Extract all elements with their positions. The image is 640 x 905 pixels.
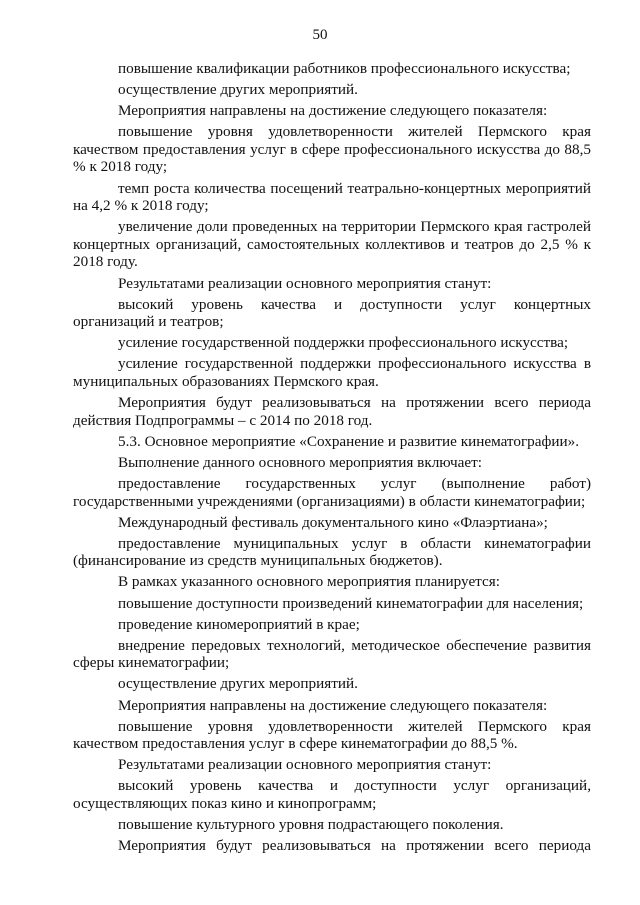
paragraph: Мероприятия будут реализовываться на протяжении всего периода действия Подпрограммы – с 2014 по 2018 год. (73, 394, 591, 429)
paragraph: осуществление других мероприятий. (118, 675, 358, 693)
paragraph: внедрение передовых технологий, методическое обеспечение развития сферы кинематографии; (73, 636, 591, 672)
paragraph: высокий уровень качества и доступности услуг организаций, осуществляющих показ кино и кинопрограмм; (73, 777, 591, 812)
paragraph: Выполнение данного основного мероприятия включает: (118, 453, 483, 471)
paragraph: В рамках указанного основного мероприятия планируется: (118, 573, 500, 591)
paragraph: усиление государственной поддержки профессионального искусства в муниципальных образованиях Пермского края. (73, 355, 591, 390)
section-heading: 5.3. Основное мероприятие «Сохранение и развитие кинематографии». (118, 432, 580, 450)
page-number: 50 (312, 27, 328, 43)
paragraph: осуществление других мероприятий. (118, 81, 358, 99)
paragraph: темп роста количества посещений театрально-концертных мероприятий на 4,2 % к 2018 году; (73, 179, 591, 215)
paragraph: Мероприятия направлены на достижение следующего показателя: (118, 102, 548, 120)
paragraph: повышение культурного уровня подрастающего поколения. (118, 816, 504, 834)
paragraph: повышение доступности произведений кинематографии для населения; (118, 594, 584, 612)
paragraph: повышение квалификации работников профессионального искусства; (118, 60, 571, 77)
paragraph: Международный фестиваль документального кино «Флаэртиана»; (118, 513, 548, 531)
paragraph: повышение уровня удовлетворенности жителей Пермского края качеством предоставления услуг в сфере кинематографии до 88,5 %. (73, 717, 591, 753)
document-body (73, 60, 591, 858)
paragraph: предоставление муниципальных услуг в области кинематографии (финансирование из средств муниципальных бюджетов). (73, 534, 591, 570)
paragraph: Мероприятия направлены на достижение следующего показателя: (118, 696, 548, 714)
paragraph: повышение уровня удовлетворенности жителей Пермского края качеством предоставления услуг в сфере профессионального искусства до 88,5 % к 2018 году; (73, 123, 591, 176)
paragraph: увеличение доли проведенных на территории Пермского края гастролей концертных организаций, самостоятельных коллективов и театров до 2,5 % к 2018 году. (73, 218, 591, 271)
paragraph: проведение киномероприятий в крае; (118, 615, 360, 633)
paragraph: предоставление государственных услуг (выполнение работ) государственными учреждениями (организациями) в области кинематографии; (73, 474, 591, 510)
paragraph: Результатами реализации основного мероприятия станут: (118, 756, 492, 774)
paragraph: усиление государственной поддержки профессионального искусства; (118, 334, 569, 352)
paragraph: Мероприятия будут реализовываться на протяжении всего периода (118, 837, 591, 855)
paragraph: высокий уровень качества и доступности услуг концертных организаций и театров; (73, 295, 591, 331)
paragraph: Результатами реализации основного мероприятия станут: (118, 274, 492, 292)
